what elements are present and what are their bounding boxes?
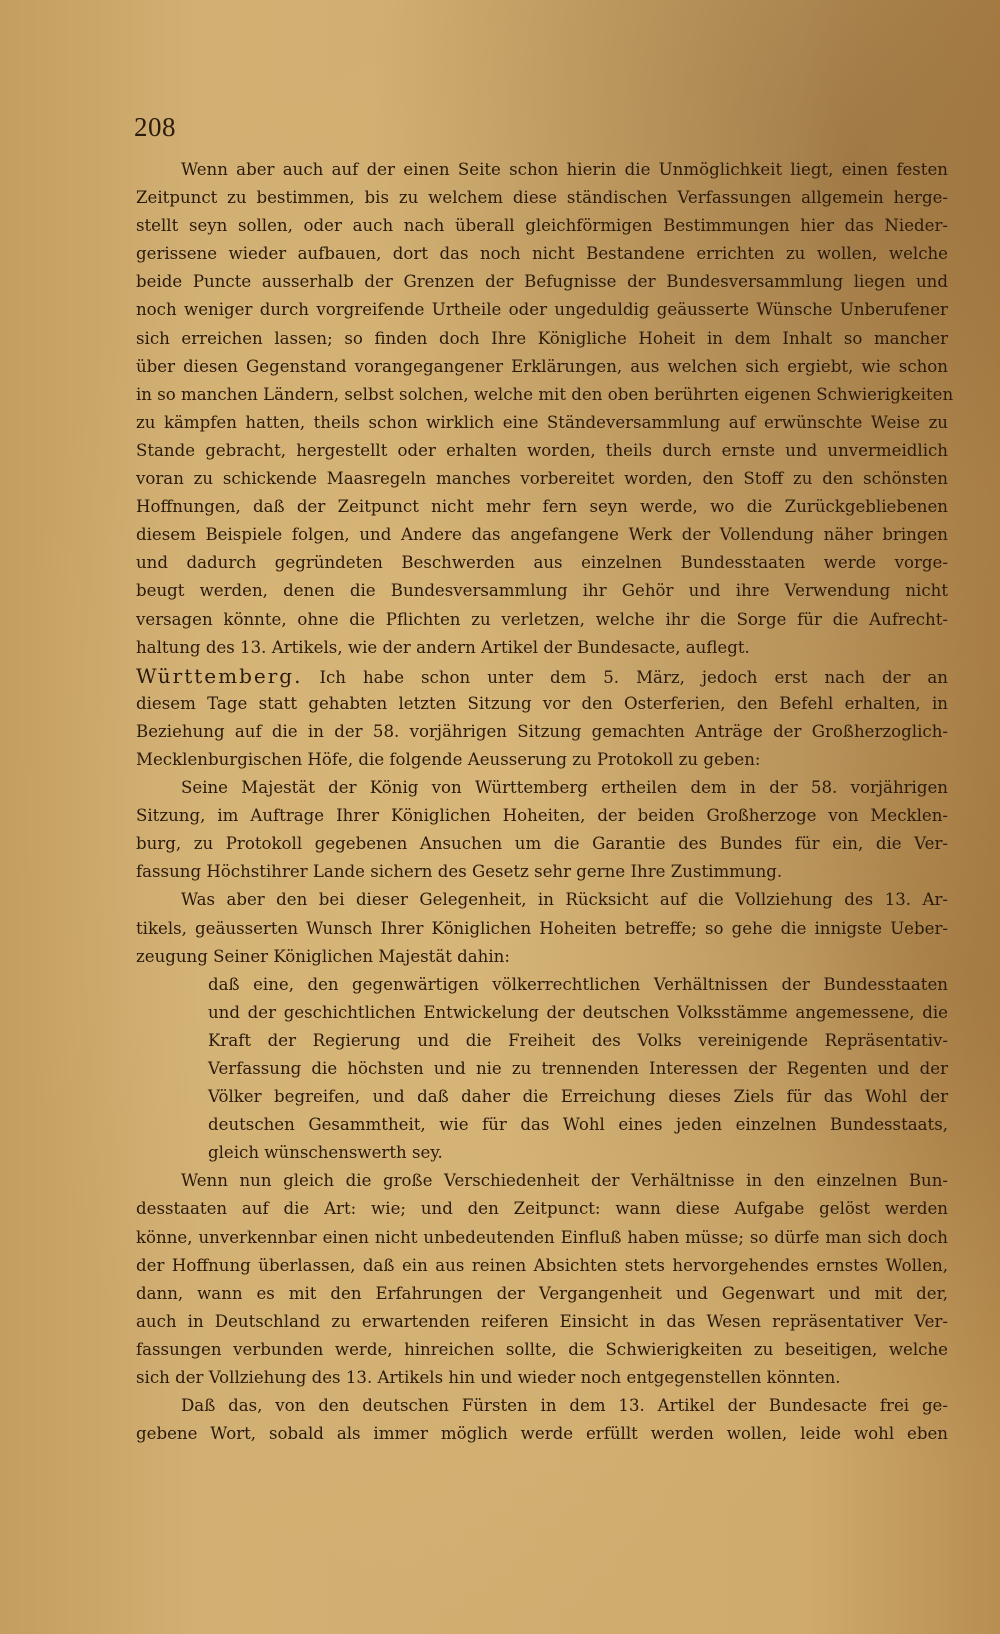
text-line: Hoffnungen, daß der Zeitpunct nicht mehr fern seyn werde, wo die Zurückgebliebenen xyxy=(136,497,948,517)
text-line: diesem Beispiele folgen, und Andere das angefangene Werk der Vollendung näher bringen xyxy=(136,525,948,545)
page-number: 208 xyxy=(134,112,176,142)
text-line: zu kämpfen hatten, theils schon wirklich eine Ständeversammlung auf erwünschte Weise zu xyxy=(136,412,948,432)
state-heading: Württemberg. xyxy=(136,663,303,688)
text-line: und dadurch gegründeten Beschwerden aus einzelnen Bundesstaaten werde vorge- xyxy=(136,553,948,573)
text-line: Wenn aber auch auf der einen Seite schon hierin die Unmöglichkeit liegt, einen festen xyxy=(181,160,948,179)
wuerttemberg-line xyxy=(136,662,948,690)
text-line: noch weniger durch vorgreifende Urtheile oder ungeduldig geäusserte Wünsche Unberufener xyxy=(136,300,948,320)
text-line: zeugung Seiner Königlichen Majestät dahin: xyxy=(136,946,510,966)
text-line: über diesen Gegenstand vorangegangener Erklärungen, aus welchen sich ergiebt, wie schon xyxy=(136,356,948,376)
text-line: der Hoffnung überlassen, daß ein aus reinen Absichten stets hervorgehendes ernstes Wollen, xyxy=(136,1255,948,1275)
text-line: Was aber den bei dieser Gelegenheit, in Rücksicht auf die Vollziehung des 13. Ar- xyxy=(181,890,948,910)
text-line: tikels, geäusserten Wunsch Ihrer Königlichen Hoheiten betreffe; so gehe die innigste Ueber- xyxy=(136,918,948,938)
text-line: Seine Majestät der König von Württemberg ertheilen dem in der 58. vorjährigen xyxy=(181,778,948,798)
text-line: fassungen verbunden werde, hinreichen sollte, die Schwierigkeiten zu beseitigen, welche xyxy=(136,1339,948,1359)
text-line: Wenn nun gleich die große Verschiedenheit der Verhältnisse in den einzelnen Bun- xyxy=(181,1171,948,1191)
text-line: Völker begreifen, und daß daher die Erreichung dieses Ziels für das Wohl der xyxy=(208,1087,948,1107)
body-text xyxy=(136,156,954,1448)
text-line: diesem Tage statt gehabten letzten Sitzung vor den Osterferien, den Befehl erhalten, in xyxy=(136,693,948,713)
text-line: Mecklenburgischen Höfe, die folgende Aeusserung zu Protokoll zu geben: xyxy=(136,749,761,769)
text-line: Verfassung die höchsten und nie zu trennenden Interessen der Regenten und der xyxy=(208,1059,948,1078)
text-line: könne, unverkennbar einen nicht unbedeutenden Einfluß haben müsse; so dürfe man sich doch xyxy=(136,1227,948,1247)
text-line: stellt seyn sollen, oder auch nach überall gleichförmigen Bestimmungen hier das Nieder- xyxy=(136,216,948,236)
text-line: gleich wünschenswerth sey. xyxy=(208,1143,443,1163)
text-line: gebene Wort, sobald als immer möglich werde erfüllt werden wollen, leide wohl eben xyxy=(136,1424,948,1444)
text-line: deutschen Gesammtheit, wie für das Wohl eines jeden einzelnen Bundesstaats, xyxy=(208,1115,948,1135)
text-line: sich der Vollziehung des 13. Artikels hin und wieder noch entgegenstellen könnten. xyxy=(136,1368,841,1388)
text-line: auch in Deutschland zu erwartenden reiferen Einsicht in das Wesen repräsentativer Ver- xyxy=(136,1311,948,1331)
text-line: burg, zu Protokoll gegebenen Ansuchen um die Garantie des Bundes für ein, die Ver- xyxy=(136,834,948,854)
text-line: beide Puncte ausserhalb der Grenzen der Befugnisse der Bundesversammlung liegen und xyxy=(136,272,948,292)
text-line: sich erreichen lassen; so finden doch Ihre Königliche Hoheit in dem Inhalt so mancher xyxy=(136,328,948,348)
text-line: daß eine, den gegenwärtigen völkerrechtlichen Verhältnissen der Bundesstaaten xyxy=(208,974,948,994)
text-line: Zeitpunct zu bestimmen, bis zu welchem diese ständischen Verfassungen allgemein herge- xyxy=(136,188,948,208)
text-line: Kraft der Regierung und die Freiheit des Volks vereinigende Repräsentativ- xyxy=(208,1030,948,1050)
text-segment: Ich habe schon unter dem 5. März, jedoch erst nach der an xyxy=(319,667,948,687)
text-line: desstaaten auf die Art: wie; und den Zeitpunct: wann diese Aufgabe gelöst werden xyxy=(136,1199,948,1219)
text-line: Sitzung, im Auftrage Ihrer Königlichen Hoheiten, der beiden Großherzoge von Mecklen- xyxy=(136,806,948,826)
text-line: voran zu schickende Maasregeln manches vorbereitet worden, den Stoff zu den schönsten xyxy=(136,469,948,489)
text-line: beugt werden, denen die Bundesversammlung ihr Gehör und ihre Verwendung nicht xyxy=(136,581,948,601)
text-line: und der geschichtlichen Entwickelung der deutschen Volksstämme angemessene, die xyxy=(208,1002,948,1022)
text-line: versagen könnte, ohne die Pflichten zu verletzen, welche ihr die Sorge für die Aufrecht- xyxy=(136,609,948,629)
text-line: haltung des 13. Artikels, wie der andern Artikel der Bundesacte, auflegt. xyxy=(136,637,750,657)
text-line: Beziehung auf die in der 58. vorjährigen Sitzung gemachten Anträge der Großherzoglich- xyxy=(136,721,948,741)
text-line: fassung Höchstihrer Lande sichern des Gesetz sehr gerne Ihre Zustimmung. xyxy=(136,862,783,882)
text-line: gerissene wieder aufbauen, dort das noch nicht Bestandene errichten zu wollen, welche xyxy=(136,244,948,264)
text-line: dann, wann es mit den Erfahrungen der Vergangenheit und Gegenwart und mit der, xyxy=(136,1283,948,1303)
text-line: in so manchen Ländern, selbst solchen, welche mit den oben berührten eigenen Schwierigkeiten xyxy=(136,384,954,404)
text-line: Stande gebracht, hergestellt oder erhalten worden, theils durch ernste und unvermeidlich xyxy=(136,440,948,460)
quoted-passage xyxy=(208,971,948,1168)
text-line: Daß das, von den deutschen Fürsten in dem 13. Artikel der Bundesacte frei ge- xyxy=(181,1396,948,1416)
